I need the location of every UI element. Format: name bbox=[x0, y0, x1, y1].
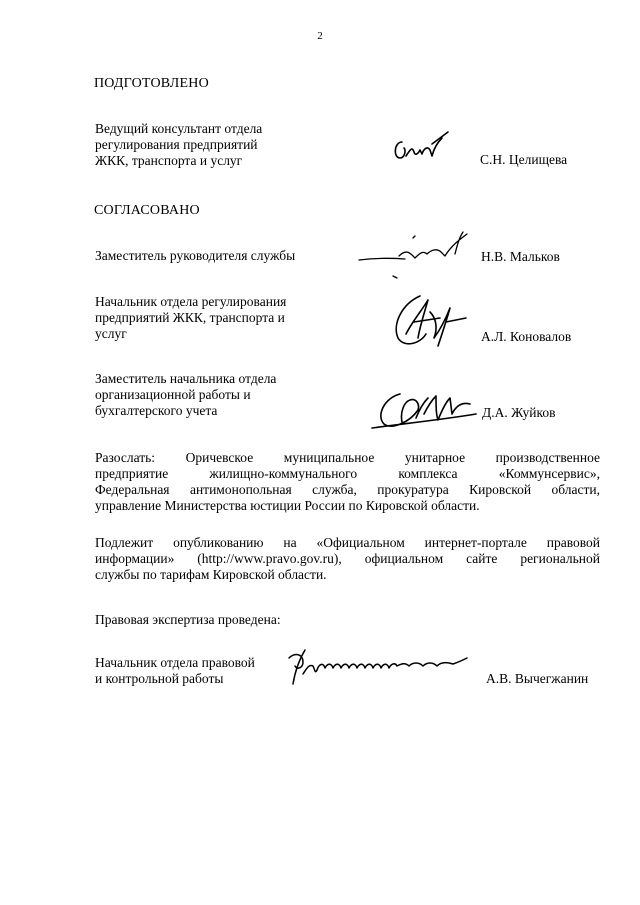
agreed-heading: СОГЛАСОВАНО bbox=[94, 203, 200, 218]
legal-review-text: Правовая экспертиза проведена: bbox=[95, 612, 281, 627]
publication-paragraph bbox=[95, 535, 600, 583]
signer-1-signature bbox=[355, 228, 480, 288]
signer-1-position: Заместитель руководителя службы bbox=[95, 248, 296, 263]
publication-line: Подлежит опубликованию на «Официальном интернет-портале правовой bbox=[95, 535, 600, 550]
publication-line: информации» (http://www.pravo.gov.ru), официальном сайте региональной bbox=[95, 551, 600, 566]
distribution-line: Федеральная антимонопольная служба, прокуратура Кировской области, bbox=[95, 482, 600, 497]
signer-3-position: Заместитель начальника отдела организационной работы и бухгалтерского учета bbox=[95, 371, 277, 418]
publication-line: службы по тарифам Кировской области. bbox=[95, 567, 327, 582]
legal-review-position: Начальник отдела правовой и контрольной работы bbox=[95, 655, 255, 686]
signer-1-name: Н.В. Мальков bbox=[481, 249, 560, 264]
distribution-paragraph bbox=[95, 450, 600, 514]
signer-2-signature bbox=[380, 288, 480, 360]
distribution-line: Разослать: Оричевское муниципальное унитарное производственное bbox=[95, 450, 600, 465]
signer-3-name: Д.А. Жуйков bbox=[482, 405, 556, 420]
legal-review-name: А.В. Вычегжанин bbox=[486, 671, 589, 686]
page-number: 2 bbox=[317, 30, 323, 42]
signer-2-name: А.Л. Коновалов bbox=[481, 329, 572, 344]
prepared-name: С.Н. Целищева bbox=[480, 152, 568, 167]
prepared-position: Ведущий консультант отдела регулирования предприятий ЖКК, транспорта и услуг bbox=[95, 121, 263, 168]
legal-review-signature bbox=[285, 644, 471, 694]
signer-3-signature bbox=[370, 384, 488, 436]
prepared-heading: ПОДГОТОВЛЕНО bbox=[94, 76, 209, 91]
prepared-signature bbox=[388, 128, 458, 168]
distribution-line: предприятие жилищно-коммунального комплекса «Коммунсервис», bbox=[95, 466, 600, 481]
signer-2-position: Начальник отдела регулирования предприятий ЖКК, транспорта и услуг bbox=[95, 294, 287, 341]
distribution-line: управление Министерства юстиции России по Кировской области. bbox=[95, 498, 480, 513]
